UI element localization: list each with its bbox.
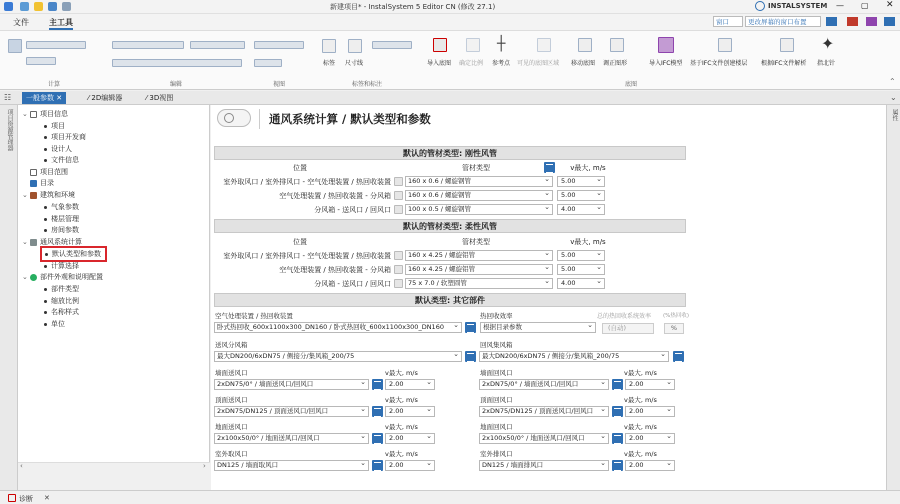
tag-icon[interactable] — [322, 39, 336, 53]
pick-icon[interactable] — [394, 191, 403, 200]
tree-node-project-info[interactable] — [22, 109, 68, 119]
flex-row-3-position: 分风箱 - 送风口 / 回风口 — [314, 280, 391, 288]
dimension-button[interactable]: 尺寸线 — [345, 60, 364, 67]
expand-icon[interactable]: ⌄ — [22, 273, 28, 281]
pair-4-left-catalog-icon[interactable] — [372, 460, 383, 471]
return-box-label: 回风集风箱 — [480, 341, 513, 349]
pair-2-right-vmax[interactable]: 2.00 ⌄ — [625, 406, 675, 417]
menu-file[interactable]: 文件 — [13, 18, 29, 27]
rigid-row-3-position: 分风箱 - 送风口 / 回风口 — [314, 206, 391, 214]
tree-item-scale[interactable] — [44, 296, 79, 306]
adjust-bg-icon[interactable] — [610, 38, 624, 52]
tree-item-floor-mgmt[interactable] — [44, 214, 79, 224]
rigid-row-1-position: 室外取风口 / 室外排风口 - 空气处理装置 / 热回收装置 — [223, 178, 391, 186]
pair-4-right-catalog-icon[interactable] — [612, 460, 623, 471]
from-ifc-icon[interactable] — [780, 38, 794, 52]
pair-2-left-catalog-icon[interactable] — [372, 406, 383, 417]
flex-col-type: 管材类型 — [462, 238, 490, 246]
layout-select[interactable]: 更改屏幕的窗口布置 — [745, 16, 821, 27]
tree-label: 部件外观和说明配置 — [40, 273, 103, 281]
tabs-dropdown-icon[interactable]: ⌄ — [890, 93, 897, 102]
tree-node-building[interactable] — [22, 190, 75, 200]
vent-icon — [30, 239, 37, 246]
edit-tools-3-icon[interactable] — [190, 41, 245, 49]
bullet — [44, 125, 47, 128]
supply-box-catalog-icon[interactable] — [465, 351, 476, 362]
open-folder-icon[interactable] — [34, 2, 43, 11]
catalog-icon[interactable] — [544, 162, 555, 173]
bottom-panel-bar — [0, 490, 900, 504]
ahu-label: 空气处理装置 / 热回收装置 — [215, 312, 293, 320]
tree-label: 项目范围 — [40, 168, 68, 176]
pair-1-left-vlabel: v最大, m/s — [385, 369, 418, 377]
tree-label: 设计人 — [51, 145, 72, 153]
tree-horizontal-scrollbar[interactable] — [18, 462, 210, 472]
scope-icon — [30, 169, 37, 176]
pair-3-left-select[interactable]: 2x100x50/0° / 地面送风口/回风口 ⌄ — [214, 433, 369, 444]
pair-2-right-catalog-icon[interactable] — [612, 406, 623, 417]
tree-node-project-scope[interactable] — [30, 167, 68, 177]
tree-item-project[interactable] — [44, 121, 65, 131]
pick-icon[interactable] — [394, 279, 403, 288]
tree-label: 缩放比例 — [51, 297, 79, 305]
total-eff-unit: (%热回收) — [663, 313, 690, 319]
tab-view3d-label: 3D视图 — [149, 94, 174, 102]
catalog-icon — [30, 180, 37, 187]
pair-3-left-vmax[interactable]: 2.00 ⌄ — [385, 433, 435, 444]
tab-general[interactable] — [22, 92, 66, 104]
confirm-scale-icon[interactable] — [466, 38, 480, 52]
import-ifc-button[interactable]: 导入IFC模型 — [649, 60, 683, 67]
rigid-row-1-type[interactable]: 160 x 0.6 / 螺旋钢管 ⌄ — [405, 176, 553, 187]
supply-box-label: 送风分风箱 — [215, 341, 248, 349]
import-bg-button[interactable]: 导入底图 — [427, 60, 452, 67]
pair-2-left-vlabel: v最大, m/s — [385, 396, 418, 404]
parameters-panel — [211, 105, 886, 490]
bullet — [44, 136, 47, 139]
ahu-catalog-icon[interactable] — [465, 322, 476, 333]
bullet — [44, 311, 47, 314]
pair-1-right-vlabel: v最大, m/s — [624, 369, 657, 377]
pair-4-right-vmax[interactable]: 2.00 ⌄ — [625, 460, 675, 471]
diagnostics-tab[interactable]: 诊断 — [19, 495, 33, 503]
pair-2-right-select[interactable]: 2xDN75/DN125 / 顶面送风口/回风口 ⌄ — [479, 406, 609, 417]
back-button[interactable] — [217, 109, 251, 127]
document-tabs — [0, 91, 900, 105]
confirm-scale-button[interactable]: 确定比例 — [459, 60, 484, 67]
edit-tools-2-icon[interactable] — [112, 59, 242, 67]
tree-label: 默认类型和参数 — [52, 250, 101, 258]
tree-node-catalog[interactable] — [30, 178, 54, 188]
close-tab-icon[interactable]: ✕ — [56, 94, 63, 102]
explorer-side-strip[interactable] — [0, 105, 18, 490]
tree-node-appearance[interactable] — [22, 272, 103, 282]
pair-4-right-vlabel: v最大, m/s — [624, 450, 657, 458]
pair-1-right-catalog-icon[interactable] — [612, 379, 623, 390]
tree-item-part-types[interactable] — [44, 284, 79, 294]
tree-label: 房间参数 — [51, 226, 79, 234]
rigid-row-2-type[interactable]: 160 x 0.6 / 螺旋钢管 ⌄ — [405, 190, 553, 201]
tree-item-naming[interactable] — [44, 307, 79, 317]
pair-4-right-select[interactable]: DN125 / 墙面排风口 ⌄ — [479, 460, 609, 471]
properties-side-strip[interactable] — [886, 105, 900, 490]
minimize-button[interactable]: — — [836, 1, 844, 10]
pair-2-right-vlabel: v最大, m/s — [624, 396, 657, 404]
close-window-button[interactable]: ✕ — [886, 0, 894, 10]
group-dim-label: 标签和标注 — [352, 81, 383, 88]
project-info-icon — [30, 111, 37, 118]
tree-item-units[interactable] — [44, 319, 65, 329]
maximize-button[interactable]: ▢ — [861, 1, 869, 10]
scroll-left-icon[interactable]: ‹ — [20, 462, 23, 470]
flex-col-vmax: v最大, m/s — [570, 238, 606, 246]
tree-item-calc-select[interactable] — [44, 261, 79, 271]
pair-4-left-select[interactable]: DN125 / 墙面取风口 ⌄ — [214, 460, 369, 471]
group-view-label: 视图 — [273, 81, 286, 88]
tree-item-developer[interactable] — [44, 132, 86, 142]
rigid-row-2-position: 空气处理装置 / 热回收装置 - 分风箱 — [279, 192, 391, 200]
flex-row-1-position: 室外取风口 / 室外排风口 - 空气处理装置 / 热回收装置 — [223, 252, 391, 260]
zoom-tools-2-icon[interactable] — [254, 59, 282, 67]
bullet — [44, 148, 47, 151]
pair-1-right-label: 墙面回风口 — [480, 369, 513, 377]
bullet — [44, 206, 47, 209]
tabs-menu-icon[interactable]: ☷ — [4, 93, 12, 102]
collapse-ribbon-icon[interactable]: ⌃ — [889, 77, 896, 86]
build-floors-button[interactable]: 基于IFC文件创建楼层 — [690, 60, 748, 67]
from-ifc-button[interactable]: 根据IFC文件解析 — [761, 60, 807, 67]
tree-label: 建筑和环境 — [40, 191, 75, 199]
tree-item-climate[interactable] — [44, 202, 79, 212]
editor2d-icon: ⁄ — [88, 94, 90, 102]
layout-save-icon[interactable] — [826, 17, 837, 26]
brand-name: INSTALSYSTEM — [768, 2, 828, 10]
window-dropdown[interactable]: 窗口 — [713, 16, 743, 27]
rigid-row-3-type[interactable]: 100 x 0.5 / 螺旋钢管 ⌄ — [405, 204, 553, 215]
back-arrow-icon — [224, 113, 234, 123]
page-title: 通风系统计算 / 默认类型和参数 — [269, 112, 431, 126]
tree-label: 项目信息 — [40, 110, 68, 118]
pair-3-right-vlabel: v最大, m/s — [624, 423, 657, 431]
view3d-icon: ⁄ — [146, 94, 148, 102]
build-floors-icon[interactable] — [718, 38, 732, 52]
tab-editor2d-label: 2D编辑器 — [91, 94, 123, 102]
pair-4-left-label: 室外取风口 — [215, 450, 248, 458]
tree-label: 目录 — [40, 179, 54, 187]
rigid-col-vmax: v最大, m/s — [570, 164, 606, 172]
bullet — [45, 253, 48, 256]
pair-4-left-vlabel: v最大, m/s — [385, 450, 418, 458]
calc-icon[interactable] — [8, 39, 22, 53]
ifc-model-icon[interactable] — [658, 37, 674, 53]
print-icon[interactable] — [62, 2, 71, 11]
north-button[interactable]: 指北针 — [817, 60, 836, 67]
total-eff-label: 总的热回收系统效率 — [597, 313, 652, 320]
pair-2-left-select[interactable]: 2xDN75/DN125 / 顶面送风口/回风口 ⌄ — [214, 406, 369, 417]
pick-icon[interactable] — [394, 251, 403, 260]
pair-3-right-label: 地面回风口 — [480, 423, 513, 431]
north-arrow-icon[interactable]: ✦ — [821, 34, 835, 53]
tree-label: 名称样式 — [51, 308, 79, 316]
building-icon — [30, 192, 37, 199]
flex-row-2-type[interactable]: 160 x 4.25 / 螺旋铝管 ⌄ — [405, 264, 553, 275]
project-tree — [18, 105, 210, 462]
ribbon — [0, 30, 900, 90]
bullet — [44, 218, 47, 221]
properties-side-label: 属性 — [891, 109, 898, 121]
diagnostics-icon — [8, 494, 16, 502]
bullet — [44, 288, 47, 291]
pair-3-right-select[interactable]: 2x100x50/0° / 地面送风口/回风口 ⌄ — [479, 433, 609, 444]
app-icon — [4, 2, 13, 11]
ahu-select[interactable]: 卧式热回收_600x1100x300_DN160 / 卧式热回收_600x1100x300_DN160 ⌄ — [214, 322, 462, 333]
flex-section-header: 默认的管材类型: 柔性风管 — [214, 219, 686, 233]
new-file-icon[interactable] — [20, 2, 29, 11]
tree-label: 计算选择 — [51, 262, 79, 270]
pair-1-left-label: 墙面送风口 — [215, 369, 248, 377]
pair-3-right-catalog-icon[interactable] — [612, 433, 623, 444]
tree-label: 气象参数 — [51, 203, 79, 211]
rigid-row-1-vmax[interactable]: 5.00 ⌄ — [557, 176, 605, 187]
tree-label: 项目 — [51, 122, 65, 130]
tag-button[interactable]: 标签 — [323, 60, 336, 67]
pair-4-right-label: 室外排风口 — [480, 450, 513, 458]
title-bar — [0, 0, 900, 14]
expand-icon[interactable]: ⌄ — [22, 110, 28, 118]
pick-icon[interactable] — [394, 265, 403, 274]
pair-2-left-vmax[interactable]: 2.00 ⌄ — [385, 406, 435, 417]
pick-icon[interactable] — [394, 177, 403, 186]
tree-label: 楼层管理 — [51, 215, 79, 223]
update-icon[interactable] — [866, 17, 877, 26]
help-icon[interactable] — [847, 17, 858, 26]
tree-item-file-info[interactable] — [44, 155, 79, 165]
edit-tools-icon[interactable] — [112, 41, 184, 49]
bullet — [44, 265, 47, 268]
pair-2-left-label: 顶面送风口 — [215, 396, 248, 404]
return-box-select[interactable]: 最大DN200/6xDN75 / 侧接分/集风箱_200/75 ⌄ — [479, 351, 669, 362]
move-bg-button[interactable]: 移动底图 — [571, 60, 596, 67]
rigid-row-2-vmax[interactable]: 5.00 ⌄ — [557, 190, 605, 201]
menu-bar — [0, 14, 900, 30]
pair-2-right-label: 顶面回风口 — [480, 396, 513, 404]
move-bg-icon[interactable] — [578, 38, 592, 52]
expand-icon[interactable]: ⌄ — [22, 191, 28, 199]
visible-area-button[interactable]: 可见的底图区域 — [517, 60, 560, 67]
pair-3-right-vmax[interactable]: 2.00 ⌄ — [625, 433, 675, 444]
hr-eff-label: 热回收效率 — [480, 312, 513, 320]
pair-1-right-vmax[interactable]: 2.00 ⌄ — [625, 379, 675, 390]
save-icon[interactable] — [48, 2, 57, 11]
flex-row-3-type[interactable]: 75 x 7.0 / 软塑圆管 ⌄ — [405, 278, 553, 289]
group-edit-label: 编辑 — [170, 81, 183, 88]
rigid-col-type: 管材类型 — [462, 164, 490, 172]
hr-eff-select[interactable]: 根据目录参数 ⌄ — [480, 322, 596, 333]
tree-label: 单位 — [51, 320, 65, 328]
flex-row-1-type[interactable]: 160 x 4.25 / 螺旋铝管 ⌄ — [405, 250, 553, 261]
annot-tools-icon[interactable] — [372, 41, 412, 49]
import-bg-icon[interactable] — [433, 38, 447, 52]
pin-icon[interactable]: ✕ — [44, 494, 50, 502]
zoom-tools-icon[interactable] — [254, 41, 304, 49]
pair-3-left-vlabel: v最大, m/s — [385, 423, 418, 431]
pair-3-left-catalog-icon[interactable] — [372, 433, 383, 444]
pair-3-left-label: 地面送风口 — [215, 423, 248, 431]
scroll-right-icon[interactable]: › — [203, 462, 206, 470]
tab-view3d[interactable] — [142, 92, 177, 104]
bullet — [44, 159, 47, 162]
tree-label: 部件类型 — [51, 285, 79, 293]
tree-item-designer[interactable] — [44, 144, 72, 154]
flex-row-1-vmax[interactable]: 5.00 ⌄ — [557, 250, 605, 261]
tree-label: 项目开发商 — [51, 133, 86, 141]
explorer-side-label: 项目资源管理器 — [6, 109, 13, 151]
pick-icon[interactable] — [394, 205, 403, 214]
pair-1-left-catalog-icon[interactable] — [372, 379, 383, 390]
total-eff-percent: % — [664, 323, 684, 334]
flex-col-position: 位置 — [293, 238, 307, 246]
supply-box-select[interactable]: 最大DN200/6xDN75 / 侧接分/集风箱_200/75 ⌄ — [214, 351, 462, 362]
brand-logo — [755, 1, 765, 11]
return-box-catalog-icon[interactable] — [673, 351, 684, 362]
tree-label: 文件信息 — [51, 156, 79, 164]
flex-row-3-vmax[interactable]: 4.00 ⌄ — [557, 278, 605, 289]
calc-tools-2-icon[interactable] — [26, 57, 56, 65]
ref-point-button[interactable]: 参考点 — [492, 60, 511, 67]
window-title: 新建项目* - InstalSystem 5 Editor CN (修改 27.1) — [330, 3, 496, 11]
adjust-bg-button[interactable]: 调正图形 — [603, 60, 628, 67]
rigid-col-position: 位置 — [293, 164, 307, 172]
visible-area-icon[interactable] — [537, 38, 551, 52]
total-eff-value[interactable]: (自动) — [602, 323, 654, 334]
tab-editor2d[interactable] — [84, 92, 126, 104]
group-calc-label: 计算 — [48, 81, 61, 88]
pair-1-left-select[interactable]: 2xDN75/0° / 墙面送风口/回风口 ⌄ — [214, 379, 369, 390]
tree-item-default-types[interactable] — [40, 246, 107, 262]
rigid-row-3-vmax[interactable]: 4.00 ⌄ — [557, 204, 605, 215]
rigid-section-header: 默认的管材类型: 刚性风管 — [214, 146, 686, 160]
pair-4-left-vmax[interactable]: 2.00 ⌄ — [385, 460, 435, 471]
other-section-header: 默认类型: 其它部件 — [214, 293, 686, 307]
calc-tools-icon[interactable] — [26, 41, 86, 49]
pair-1-right-select[interactable]: 2xDN75/0° / 墙面送风口/回风口 ⌄ — [479, 379, 609, 390]
expand-icon[interactable]: ⌄ — [22, 238, 28, 246]
bullet — [44, 300, 47, 303]
tab-general-label: 一般参数 — [26, 94, 54, 102]
dimension-icon[interactable] — [348, 39, 362, 53]
bullet — [44, 229, 47, 232]
flex-row-2-position: 空气处理装置 / 热回收装置 - 分风箱 — [279, 266, 391, 274]
title-divider — [259, 109, 260, 129]
bullet — [44, 323, 47, 326]
tree-label: 通风系统计算 — [40, 238, 82, 246]
group-bg-label: 底图 — [625, 81, 638, 88]
ref-point-icon[interactable]: ┼ — [497, 36, 506, 52]
tree-item-room-params[interactable] — [44, 225, 79, 235]
appearance-icon — [30, 274, 37, 281]
menu-main-tools[interactable]: 主工具 — [49, 17, 73, 30]
flex-row-2-vmax[interactable]: 5.00 ⌄ — [557, 264, 605, 275]
pair-1-left-vmax[interactable]: 2.00 ⌄ — [385, 379, 435, 390]
settings-icon[interactable] — [884, 17, 895, 26]
